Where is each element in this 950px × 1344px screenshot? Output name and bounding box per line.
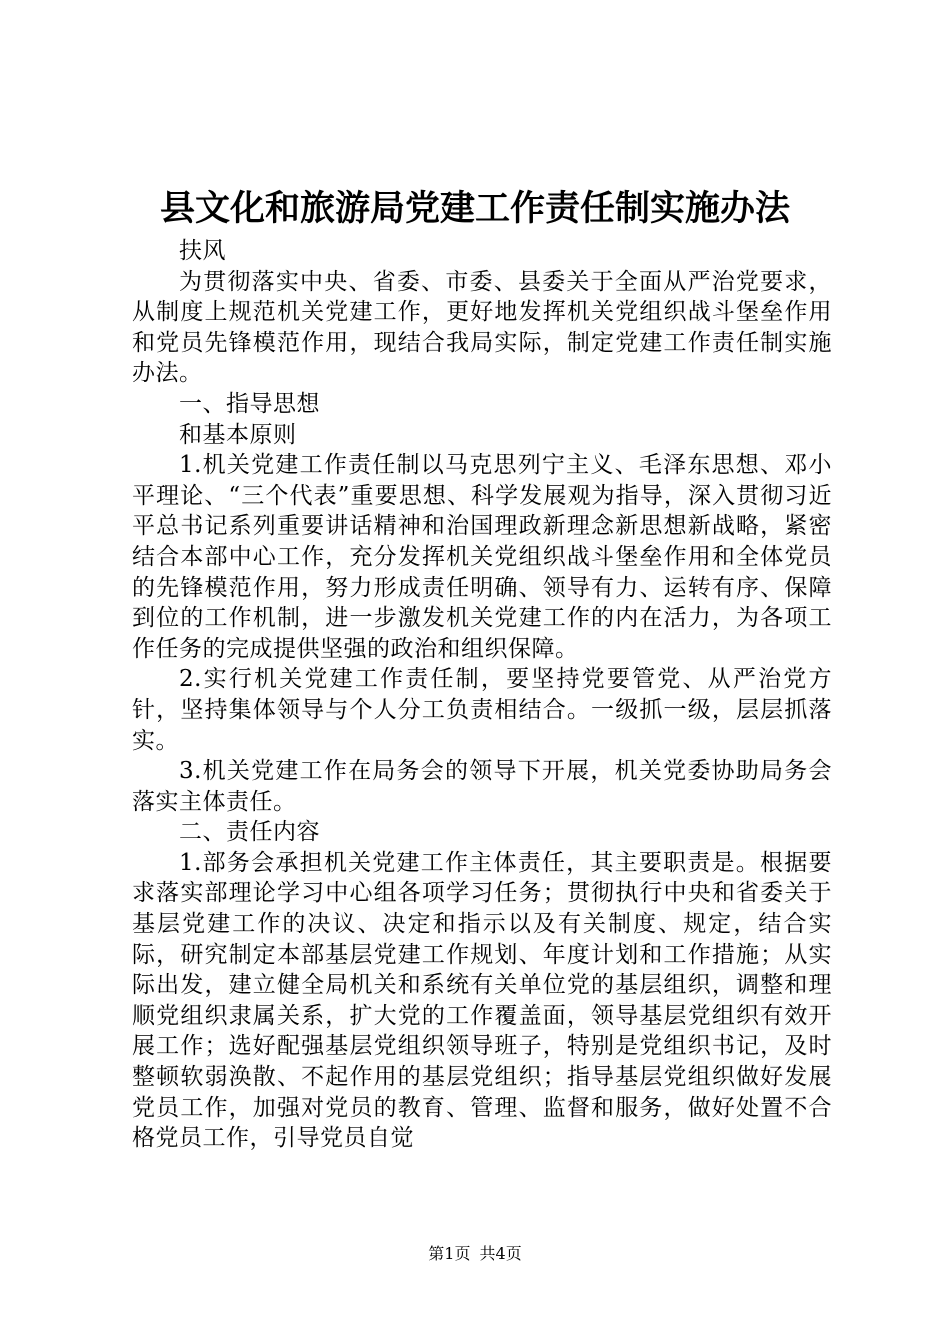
paragraph-1-2: 2.实行机关党建工作责任制，要坚持党要管党、从严治党方针，坚持集体领导与个人分工负责相结合。一级抓一级，层层抓落实。 xyxy=(132,666,832,754)
page-number-current: 第1页 xyxy=(428,1244,471,1263)
paragraph-author: 扶风 xyxy=(179,238,226,264)
document-title: 县文化和旅游局党建工作责任制实施办法 xyxy=(159,188,790,229)
paragraph-intro: 为贯彻落实中央、省委、市委、县委关于全面从严治党要求，从制度上规范机关党建工作，更好地发挥机关党组织战斗堡垒作用和党员先锋模范作用，现结合我局实际，制定党建工作责任制实施办法。 xyxy=(132,268,832,387)
section-heading-2: 二、责任内容 xyxy=(179,819,320,846)
document-body xyxy=(132,236,832,1154)
paragraph-2-1: 1.部务会承担机关党建工作主体责任，其主要职责是。根据要求落实部理论学习中心组各项学习任务；贯彻执行中央和省委关于基层党建工作的决议、决定和指示以及有关制度、规定，结合实际，研究制定本部基层党建工作规划、年度计划和工作措施；从实际出发，建立健全局机关和系统有关单位党的基层组织，调整和理顺党组织隶属关系，扩大党的工作覆盖面，领导基层党组织有效开展工作；选好配强基层党组织领导班子，特别是党组织书记，及时整顿软弱涣散、不起作用的基层党组织；指导基层党组织做好发展党员工作，加强对党员的教育、管理、监督和服务，做好处置不合格党员工作，引导党员自觉 xyxy=(132,849,832,1152)
paragraph-1-1: 1.机关党建工作责任制以马克思列宁主义、毛泽东思想、邓小平理论、“三个代表”重要思想、科学发展观为指导，深入贯彻习近平总书记系列重要讲话精神和治国理政新理念新思想新战略，紧密结合本部中心工作，充分发挥机关党组织战斗堡垒作用和全体党员的先锋模范作用，努力形成责任明确、领导有力、运转有序、保障到位的工作机制，进一步激发机关党建工作的内在活力，为各项工作任务的完成提供坚强的政治和组织保障。 xyxy=(132,452,832,662)
page-footer xyxy=(0,1244,950,1264)
section-heading-1-cont: 和基本原则 xyxy=(179,421,297,448)
paragraph-1-3: 3.机关党建工作在局务会的领导下开展，机关党委协助局务会落实主体责任。 xyxy=(132,758,832,815)
section-heading-1: 一、指导思想 xyxy=(179,390,320,417)
page-number-total: 共4页 xyxy=(479,1244,522,1263)
